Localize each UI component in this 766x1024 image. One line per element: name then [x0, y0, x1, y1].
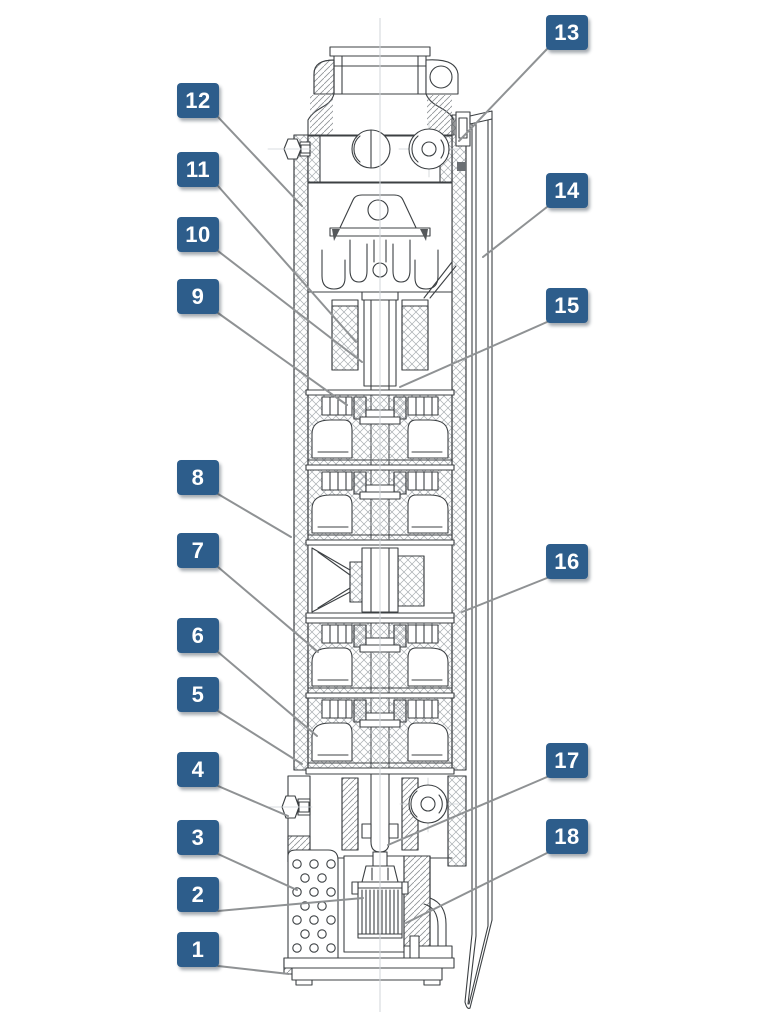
- leader-line-16: [462, 578, 547, 612]
- callout-label-7: 7: [177, 533, 219, 568]
- leader-line-4: [218, 786, 288, 816]
- callout-label-12: 12: [177, 83, 219, 118]
- leader-line-3: [218, 854, 297, 890]
- leader-line-1: [218, 966, 289, 974]
- callout-label-18: 18: [546, 819, 588, 854]
- callout-label-5: 5: [177, 677, 219, 712]
- callout-label-13: 13: [546, 15, 588, 50]
- callout-label-9: 9: [177, 279, 219, 314]
- check-valve-chamber: [308, 183, 456, 298]
- leader-line-5: [218, 711, 302, 764]
- discharge-head: [308, 47, 458, 135]
- callout-label-10: 10: [177, 217, 219, 252]
- leader-line-8: [218, 494, 291, 537]
- callout-label-11: 11: [177, 152, 219, 187]
- callout-label-3: 3: [177, 820, 219, 855]
- callout-label-17: 17: [546, 743, 588, 778]
- callout-label-15: 15: [546, 288, 588, 323]
- leader-line-13: [459, 49, 547, 141]
- cable-guard-screw-lower: [266, 796, 312, 818]
- callout-label-1: 1: [177, 932, 219, 967]
- callout-label-2: 2: [177, 877, 219, 912]
- callout-label-4: 4: [177, 752, 219, 787]
- suction-strainer: [288, 850, 338, 966]
- callout-label-8: 8: [177, 460, 219, 495]
- leader-line-12: [218, 117, 302, 206]
- callout-label-6: 6: [177, 618, 219, 653]
- bottom-assembly: [284, 850, 454, 985]
- leader-line-9: [218, 313, 347, 405]
- callout-label-16: 16: [546, 544, 588, 579]
- callout-label-14: 14: [546, 173, 588, 208]
- leader-line-14: [483, 207, 547, 257]
- cable-guard-screw-upper: [268, 139, 314, 159]
